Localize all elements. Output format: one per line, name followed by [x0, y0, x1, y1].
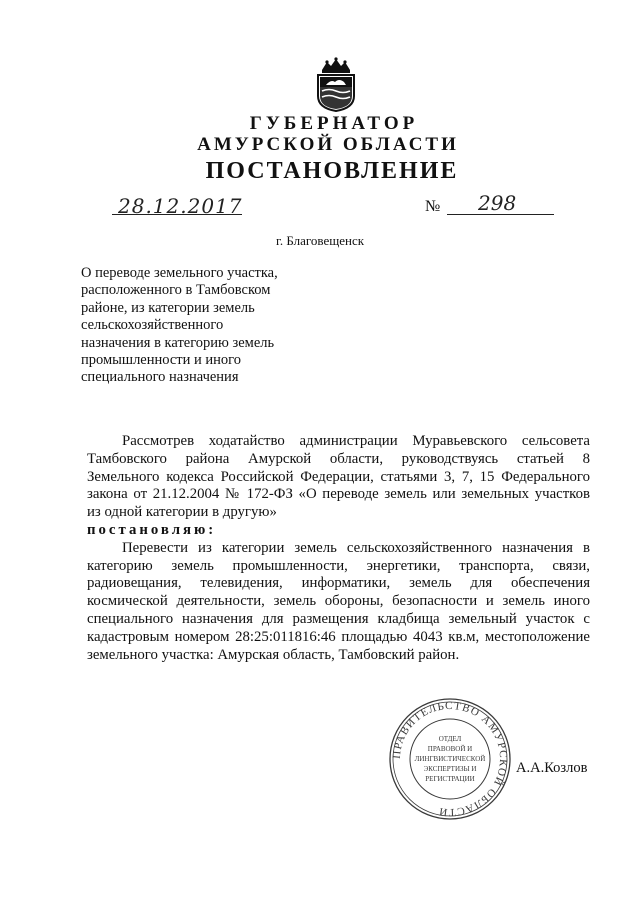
decision-line: радиовещания, телевидения, информатики, земель для обеспечения: [87, 575, 590, 592]
subject-line: О переводе земельного участка,: [81, 265, 278, 281]
subject-line: промышленности и иного: [81, 352, 242, 369]
preamble-line: из одной категории в другую»: [87, 504, 277, 521]
issue-city: г. Благовещенск: [275, 233, 365, 248]
stamp-inner-line: ЭКСПЕРТИЗЫ И: [423, 765, 477, 773]
decision-line: Перевести из категории земель сельскохозяйственного назначения в: [122, 539, 590, 556]
subject-line: районе, из категории земель: [81, 299, 255, 316]
preamble-line: Тамбовского района Амурской области, руководствуясь статьей 8: [87, 450, 590, 467]
decision-line: земельного участка: Амурская область, Тамбовский район.: [87, 646, 460, 663]
stamp-inner-line: РЕГИСТРАЦИИ: [425, 775, 475, 783]
subject-line: расположенного в Тамбовском: [81, 282, 271, 299]
signer-name: А.А.Козлов: [516, 760, 588, 776]
document-date: 28.12.2017: [118, 194, 243, 218]
subject-line: специального назначения: [81, 369, 239, 386]
preamble-line: Земельного кодекса Российской Федерации, статьями 3, 7, 15 Федерального: [87, 468, 590, 485]
authority-title: ГУБЕРНАТОР: [249, 113, 419, 134]
stamp-inner-line: ОТДЕЛ: [438, 735, 462, 743]
stamp-inner-line: ПРАВОВОЙ И: [427, 745, 473, 753]
subject-line: назначения в категорию земель: [81, 334, 275, 351]
document-subject: [81, 265, 321, 387]
authority-region: АМУРСКОЙ ОБЛАСТИ: [197, 134, 459, 155]
number-underline: [447, 214, 554, 215]
number-sign: №: [425, 198, 441, 215]
stamp-outer-text: ПРАВИТЕЛЬСТВО АМУРСКОЙ ОБЛАСТИ: [390, 699, 510, 819]
document-body: [87, 433, 590, 664]
document-type: ПОСТАНОВЛЕНИЕ: [205, 158, 459, 184]
preamble-line: Рассмотрев ходатайство администрации Муравьевского сельсовета: [122, 433, 590, 449]
decision-line: космической деятельности, земель обороны, безопасности и земель иного: [87, 593, 590, 610]
decree-word: постановляю:: [87, 521, 217, 538]
date-underline: [112, 214, 242, 215]
decision-line: специального назначения для размещения кладбища земельный участок с: [87, 610, 590, 627]
preamble-line: закона от 21.12.2004 № 172-ФЗ «О переводе земель или земельных участков: [87, 486, 590, 503]
stamp-inner-line: ЛИНГВИСТИЧЕСКОЙ: [414, 755, 486, 763]
subject-line: сельскохозяйственного: [81, 317, 224, 334]
decision-line: кадастровым номером 28:25:011816:46 площадью 4043 кв.м, местоположение: [87, 628, 590, 645]
decision-line: категорию земель промышленности, энергетики, транспорта, связи,: [87, 557, 590, 574]
document-number: 298: [478, 191, 517, 215]
amur-region-emblem-icon: [313, 56, 359, 112]
official-stamp: [388, 697, 512, 821]
